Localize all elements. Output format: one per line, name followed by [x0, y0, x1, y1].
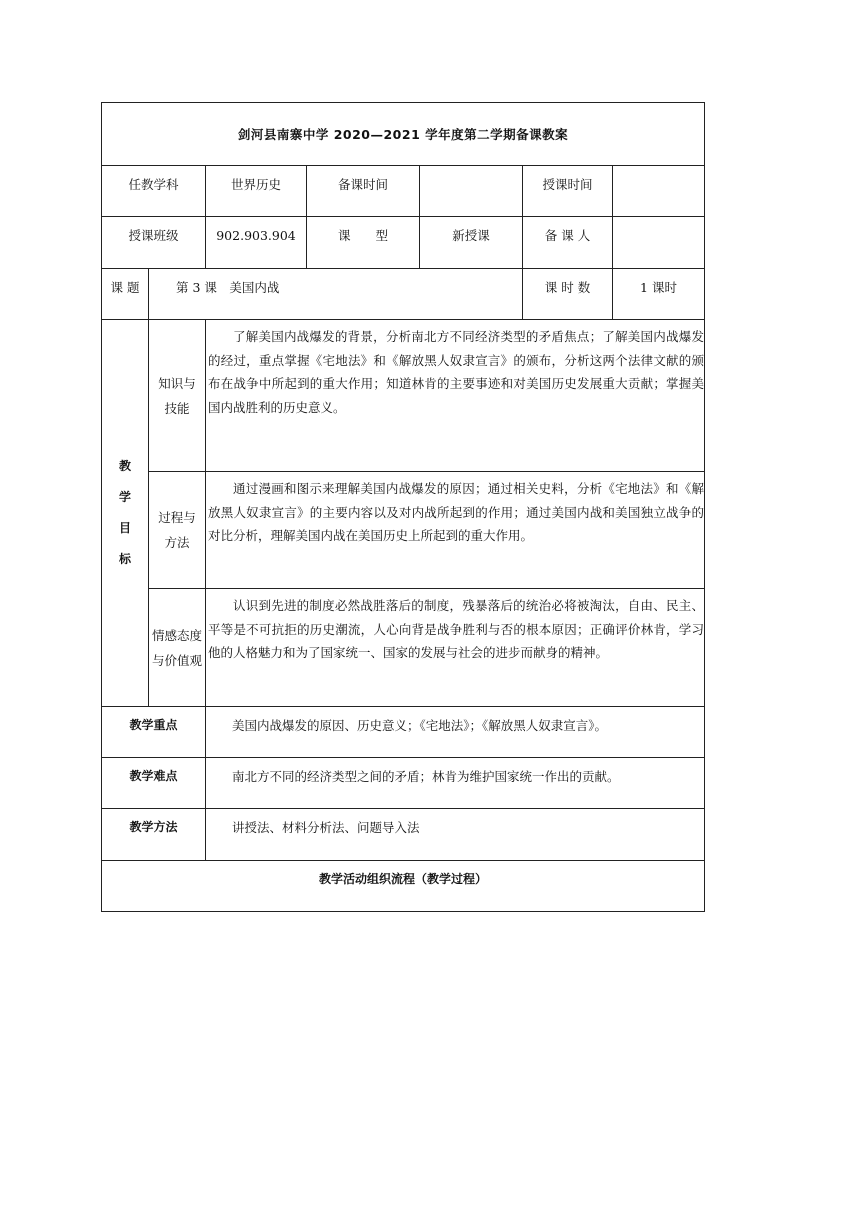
process-text: 通过漫画和图示来理解美国内战爆发的原因；通过相关史料，分析《宅地法》和《解放黑人奴隶宣言》的主要内容以及对内战所起到的作用；通过美国内战和美国独立战争的对比分析，理解美国内战在美国历史上所起到的重大作用。: [206, 472, 705, 589]
key-points-text: 美国内战爆发的原因、历史意义；《宅地法》；《解放黑人奴隶宣言》。: [206, 707, 705, 758]
methods-text: 讲授法、材料分析法、问题导入法: [206, 809, 705, 861]
prep-time-value: [420, 166, 523, 217]
class-value: 902.903.904: [206, 217, 307, 269]
hours-label: 课 时 数: [523, 269, 613, 320]
page-title: 剑河县南寨中学 2020—2021 学年度第二学期备课教案: [102, 103, 705, 166]
key-points-label: 教学重点: [102, 707, 206, 758]
type-label: 课 型: [307, 217, 420, 269]
difficulties-text: 南北方不同的经济类型之间的矛盾；林肯为维护国家统一作出的贡献。: [206, 758, 705, 809]
knowledge-label: 知识与 技能: [149, 320, 206, 472]
hours-value: 1 课时: [613, 269, 705, 320]
emotion-text: 认识到先进的制度必然战胜落后的制度，残暴落后的统治必将被淘汰，自由、民主、平等是不可抗拒的历史潮流，人心向背是战争胜利与否的根本原因；正确评价林肯，学习他的人格魅力和为了国家统一、国家的发展与社会的进步而献身的精神。: [206, 589, 705, 707]
preparer-label: 备 课 人: [523, 217, 613, 269]
prep-time-label: 备课时间: [307, 166, 420, 217]
preparer-value: [613, 217, 705, 269]
process-label: 过程与 方法: [149, 472, 206, 589]
lesson-plan-table: [101, 102, 705, 912]
objectives-label: 教 学 目 标: [102, 320, 149, 707]
topic-value: 第 3 课 美国内战: [149, 269, 523, 320]
emotion-label: 情感态度 与价值观: [149, 589, 206, 707]
knowledge-text: 了解美国内战爆发的背景，分析南北方不同经济类型的矛盾焦点；了解美国内战爆发的经过，重点掌握《宅地法》和《解放黑人奴隶宣言》的颁布，分析这两个法律文献的颁布在战争中所起到的重大作用；知道林肯的主要事迹和对美国历史发展重大贡献；掌握美国内战胜利的历史意义。: [206, 320, 705, 472]
class-time-label: 授课时间: [523, 166, 613, 217]
type-value: 新授课: [420, 217, 523, 269]
difficulties-label: 教学难点: [102, 758, 206, 809]
methods-label: 教学方法: [102, 809, 206, 861]
topic-label: 课 题: [102, 269, 149, 320]
process-header: 教学活动组织流程（教学过程）: [102, 861, 705, 912]
class-label: 授课班级: [102, 217, 206, 269]
class-time-value: [613, 166, 705, 217]
subject-label: 任教学科: [102, 166, 206, 217]
subject-value: 世界历史: [206, 166, 307, 217]
